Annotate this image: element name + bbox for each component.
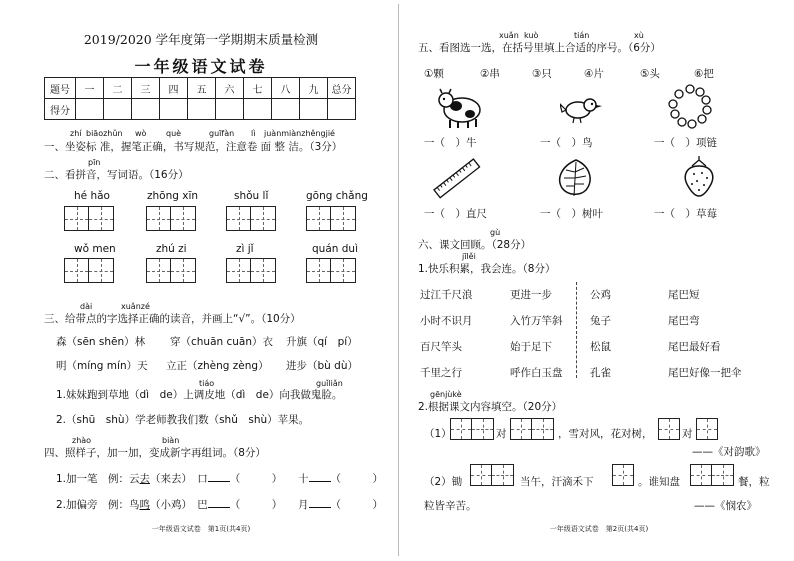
page-left <box>6 0 396 561</box>
measure-word-option: ⑥把 <box>694 68 714 80</box>
exercise-text: （小鸡） 巴 <box>150 499 208 511</box>
match-mid-item[interactable]: 呼作白玉盘 <box>510 367 563 379</box>
exercise-text: （来去） 口 <box>150 473 208 485</box>
match-left-item[interactable]: 过江千尺浪 <box>420 289 473 301</box>
strawberry-picture <box>682 156 716 198</box>
question-2-text: 二、看拼音，写词语。（16分） <box>44 169 189 181</box>
score-cell: 总分 <box>328 78 356 99</box>
pinyin-hint: guīfàn <box>209 129 235 138</box>
writing-grid[interactable] <box>146 206 196 231</box>
score-input-cell[interactable] <box>132 99 160 120</box>
pinyin-word: zhú zi <box>156 243 187 255</box>
fill-item[interactable]: 一（ ）项链 <box>654 137 717 149</box>
fill-item[interactable]: 一（ ）牛 <box>424 137 477 149</box>
fill-text: 对 <box>496 428 507 440</box>
pinyin-hint: tián <box>574 31 590 40</box>
match-animal-item[interactable]: 公鸡 <box>590 289 611 301</box>
score-cell: 八 <box>272 78 300 99</box>
pinyin-word: wǒ men <box>74 243 116 255</box>
fill-text: ，雪对风，花对树， <box>558 428 653 440</box>
score-cell: 题号 <box>45 78 76 99</box>
cow-picture <box>436 88 484 130</box>
fill-text: （2）锄 <box>424 476 463 488</box>
score-input-cell[interactable] <box>272 99 300 120</box>
score-input-cell[interactable] <box>188 99 216 120</box>
reading-option[interactable]: 穿（chuān cuān）衣 <box>170 336 274 348</box>
sub-question-2-text: 2.根据课文内容填空。（20分） <box>418 401 563 413</box>
exercise-prefix: 2.加偏旁 例：鸟 <box>56 499 140 511</box>
match-animal-item[interactable]: 兔子 <box>590 315 611 327</box>
score-input-cell[interactable] <box>244 99 272 120</box>
pinyin-hint: tiáo <box>199 379 215 388</box>
reading-option[interactable]: 明（míng mín）天 <box>56 360 148 372</box>
pinyin-word: gōng chǎng <box>306 190 368 202</box>
page-footer: 一年级语文试卷 第1页(共4页) <box>151 525 251 533</box>
question-5-text: 五、看图选一选，在括号里填上合适的序号。（6分） <box>418 42 661 54</box>
necklace-picture <box>668 84 712 132</box>
score-cell: 九 <box>300 78 328 99</box>
score-cell: 得分 <box>45 99 76 120</box>
answer-blank[interactable] <box>309 507 331 508</box>
score-table-score-row <box>45 99 356 120</box>
pinyin-hint: dài <box>80 302 93 311</box>
match-tail-item[interactable]: 尾巴好像一把伞 <box>668 367 742 379</box>
pinyin-hint: guǐliǎn <box>316 379 343 388</box>
bird-picture <box>560 94 604 124</box>
leaf-picture <box>556 158 596 198</box>
sub-question-1-text: 1.快乐积累，我会连。（8分） <box>418 263 556 275</box>
pinyin-hint: què <box>166 129 182 138</box>
score-table-header-row <box>45 78 356 99</box>
page-footer: 一年级语文试卷 第2页(共4页) <box>549 525 649 533</box>
match-left-item[interactable]: 小时不识月 <box>420 315 473 327</box>
poem-source: ——《对韵歌》 <box>692 446 766 458</box>
match-left-item[interactable]: 千里之行 <box>420 367 462 379</box>
writing-grid[interactable] <box>64 206 114 231</box>
question-4-text: 四、照样子，加一加，变成新字再组词。（8分） <box>44 447 266 459</box>
pinyin-hint: kuò <box>524 31 539 40</box>
writing-grid[interactable] <box>226 258 276 283</box>
pinyin-hint: biāozhǔn <box>86 129 123 138</box>
match-mid-item[interactable]: 更进一步 <box>510 289 552 301</box>
question-6-text: 六、课文回顾。（28分） <box>418 239 532 251</box>
fill-item[interactable]: 一（ ）鸟 <box>540 137 593 149</box>
score-input-cell[interactable] <box>216 99 244 120</box>
score-cell: 三 <box>132 78 160 99</box>
match-tail-item[interactable]: 尾巴短 <box>668 289 700 301</box>
reading-option[interactable]: 升旗（qí pí） <box>286 336 358 348</box>
exam-title: 2019/2020 学年度第一学期期末质量检测 <box>83 32 319 47</box>
question-3-text: 三、给带点的字选择正确的读音，并画上“√”。（10分） <box>44 313 301 325</box>
exercise-text: （ ） <box>330 473 384 485</box>
pinyin-hint: zhí <box>70 129 82 138</box>
writing-grid[interactable] <box>146 258 196 283</box>
pinyin-hint: zhào <box>72 436 92 445</box>
example-answer: 鸣 <box>139 499 151 511</box>
exercise-text: （ ） 十 <box>229 473 309 485</box>
pinyin-hint: wò <box>135 129 147 138</box>
sentence-2[interactable]: 2.（shū shù）学老师教我们数（shǔ shù）苹果。 <box>56 414 310 426</box>
pinyin-hint: xuǎnzé <box>121 302 150 311</box>
match-animal-item[interactable]: 孔雀 <box>590 367 611 379</box>
pinyin-hint: gēnjùkè <box>430 390 462 399</box>
exercise-text: （ ） <box>330 499 384 511</box>
score-cell: 二 <box>104 78 132 99</box>
match-left-item[interactable]: 百尺竿头 <box>420 341 462 353</box>
poem-source: ——《悯农》 <box>694 500 757 512</box>
measure-word-option: ②串 <box>480 68 500 80</box>
score-cell: 七 <box>244 78 272 99</box>
pinyin-word: zhōng xīn <box>147 190 199 202</box>
exercise-text: （ ） 月 <box>229 499 309 511</box>
match-animal-item[interactable]: 松鼠 <box>590 341 611 353</box>
pinyin-word: quán duì <box>312 243 358 255</box>
score-cell: 五 <box>188 78 216 99</box>
writing-grid[interactable] <box>470 464 514 486</box>
match-tail-item[interactable]: 尾巴弯 <box>668 315 700 327</box>
writing-box[interactable] <box>612 464 634 486</box>
score-table <box>44 77 356 120</box>
writing-grid[interactable] <box>306 258 356 283</box>
fill-item[interactable]: 一（ ）树叶 <box>540 208 603 220</box>
ruler-picture <box>428 156 484 202</box>
fill-text: 。谁知盘 <box>638 476 680 488</box>
fill-text: 粒皆辛苦。 <box>424 500 477 512</box>
score-input-cell[interactable] <box>104 99 132 120</box>
writing-box[interactable] <box>696 418 718 440</box>
writing-grid[interactable] <box>306 206 356 231</box>
reading-option[interactable]: 进步（bù dù） <box>286 360 358 372</box>
pinyin-word: zì jǐ <box>236 243 254 255</box>
pinyin-hint: gù <box>490 228 501 237</box>
exercise-prefix: 1.加一笔 例：云 <box>56 473 140 485</box>
exercise-line-1 <box>56 471 383 486</box>
match-mid-item[interactable]: 入竹万竿斜 <box>510 315 563 327</box>
writing-box[interactable] <box>658 418 680 440</box>
pinyin-hint: biàn <box>162 436 180 445</box>
exercise-line-2 <box>56 497 383 512</box>
pinyin-hint: juànmiànzhěngjié <box>264 129 335 138</box>
writing-grid[interactable] <box>450 418 494 440</box>
writing-grid[interactable] <box>690 464 734 486</box>
measure-word-option: ⑤头 <box>640 68 660 80</box>
reading-option[interactable]: 立正（zhèng zèng） <box>166 360 269 372</box>
measure-word-option: ③只 <box>532 68 552 80</box>
fill-text: 当午，汗滴禾下 <box>520 476 594 488</box>
writing-grid[interactable] <box>226 206 276 231</box>
page-divider <box>398 4 399 556</box>
paper-title: 一年级语文试卷 <box>134 57 268 76</box>
answer-blank[interactable] <box>309 481 331 482</box>
match-mid-item[interactable]: 始于足下 <box>510 341 552 353</box>
fill-item[interactable]: 一（ ）直尺 <box>424 208 487 220</box>
section-divider-line <box>576 282 577 378</box>
pinyin-hint: pīn <box>88 158 101 167</box>
score-cell: 四 <box>160 78 188 99</box>
page-right <box>404 0 794 561</box>
pinyin-hint: xù <box>634 31 644 40</box>
pinyin-word: shǒu lǐ <box>234 190 269 202</box>
measure-word-option: ④片 <box>584 68 604 80</box>
pinyin-word: hé hǎo <box>74 190 110 202</box>
writing-grid[interactable] <box>64 258 114 283</box>
example-answer: 去 <box>139 473 151 485</box>
score-input-cell[interactable] <box>160 99 188 120</box>
score-cell: 一 <box>76 78 104 99</box>
reading-option[interactable]: 森（sēn shēn）林 <box>56 336 146 348</box>
match-tail-item[interactable]: 尾巴最好看 <box>668 341 721 353</box>
score-cell: 六 <box>216 78 244 99</box>
sentence-1[interactable]: 1.妹妹跑到草地（dì de）上调皮地（dì de）向我做鬼脸。 <box>56 389 343 401</box>
score-input-cell[interactable] <box>76 99 104 120</box>
fill-text: 餐，粒 <box>738 476 770 488</box>
answer-blank[interactable] <box>208 507 230 508</box>
answer-blank[interactable] <box>208 481 230 482</box>
measure-word-option: ①颗 <box>424 68 444 80</box>
pinyin-hint: jīlěi <box>462 252 476 261</box>
fill-text: 对 <box>682 428 693 440</box>
score-input-cell[interactable] <box>328 99 356 120</box>
pinyin-hint: lì <box>251 129 256 138</box>
question-1-text: 一、坐姿标 准，握笔正确，书写规范，注意卷 面 整 洁。（3分） <box>44 141 343 153</box>
score-input-cell[interactable] <box>300 99 328 120</box>
writing-grid[interactable] <box>510 418 554 440</box>
fill-item[interactable]: 一（ ）草莓 <box>654 208 717 220</box>
fill-text: （1） <box>424 428 452 440</box>
pinyin-hint: xuǎn <box>499 31 519 40</box>
